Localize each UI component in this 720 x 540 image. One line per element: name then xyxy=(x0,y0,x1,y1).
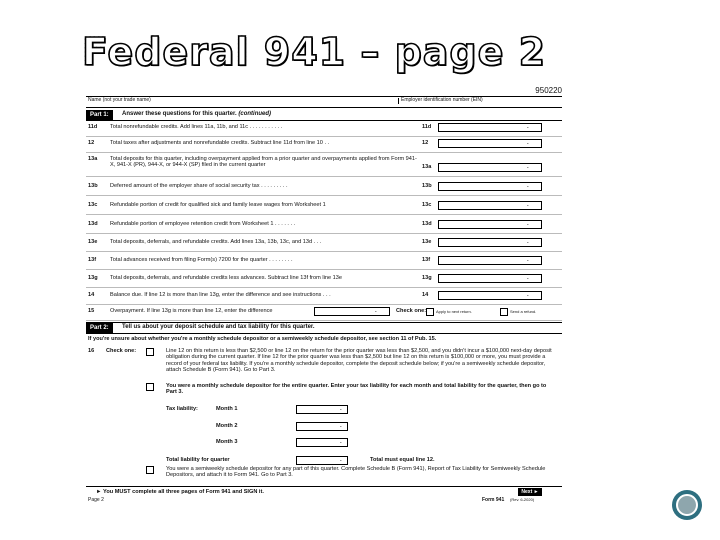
line-ref: 13b xyxy=(422,183,432,189)
line-text: Refundable portion of employee retention credit from Worksheet 1 . . . . . . . xyxy=(110,221,296,227)
line-text: Total deposits, deferrals, and refundable credits less advances. Subtract line 13f from line 13e xyxy=(110,275,342,281)
footer-form-rev: (Rev. 6-2020) xyxy=(510,497,535,502)
footer-form-label: Form 941 xyxy=(482,497,505,503)
line-13c xyxy=(86,200,562,215)
apply-next-return-label: Apply to next return. xyxy=(436,309,472,314)
month-1-label: Month 1 xyxy=(216,406,238,412)
deposit-option-2-text: You were a monthly schedule depositor for the entire quarter. Enter your tax liability for each month and total liability for the quarter, then go to Part 3. xyxy=(166,383,547,396)
line-ref: 14 xyxy=(422,292,429,298)
footer-rule xyxy=(86,486,562,487)
line-13g xyxy=(86,273,562,288)
line-number: 11d xyxy=(88,124,98,130)
name-label: Name (not your trade name) xyxy=(88,97,151,103)
line-number: 13a xyxy=(88,156,98,162)
month-3-field[interactable]: . xyxy=(296,438,348,447)
send-refund-checkbox[interactable] xyxy=(500,308,508,316)
name-bar xyxy=(86,96,562,108)
total-liability-label: Total liability for quarter xyxy=(166,457,230,463)
part1-title: Answer these questions for this quarter. (continued) xyxy=(122,111,272,117)
amount-field-13c[interactable]: . xyxy=(438,201,542,210)
line-text: Balance due. If line 12 is more than line 13g, enter the difference and see instructions . . . xyxy=(110,292,331,298)
form-id: 950220 xyxy=(535,86,562,95)
slide-title: Federal 941 – page 2 xyxy=(82,30,547,74)
line-13e xyxy=(86,237,562,252)
apply-next-return-checkbox[interactable] xyxy=(426,308,434,316)
line-12 xyxy=(86,138,562,153)
line-13b xyxy=(86,181,562,196)
line-text: Overpayment. If line 13g is more than line 12, enter the difference xyxy=(110,308,273,314)
deposit-option-1-text: Line 12 on this return is less than $2,500 or line 12 on the return for the prior quarter was less than $2,500, and you didn't incur a $100,000 next-day deposit obligation during the current quarter. If line 12 for the prior quarter was less than $2,500 but line 12 on this return is $100,000 or more, you must provide a record of your federal tax liability. If you're a monthly schedule depositor, complete the deposit schedule below; if you're a semiweekly schedule depositor, attach Schedule B (Form 941). Go to Part 3. xyxy=(166,348,552,374)
month-2-field[interactable]: . xyxy=(296,422,348,431)
part1-tag: Part 1: xyxy=(86,110,113,120)
line-number: 13c xyxy=(88,202,98,208)
amount-field-13d[interactable]: . xyxy=(438,220,542,229)
line-number: 14 xyxy=(88,292,95,298)
line-number: 13e xyxy=(88,239,98,245)
line-13d xyxy=(86,219,562,234)
month-3-label: Month 3 xyxy=(216,439,238,445)
line-ref: 13e xyxy=(422,239,432,245)
line-number: 13f xyxy=(88,257,97,263)
deposit-option-3-text: You were a semiweekly schedule depositor for any part of this quarter. Complete Schedule B (Form 941), Report of Tax Liability for Semiweekly Schedule Depositors, and attach it to Form 941. Go to Part 3. xyxy=(166,466,546,479)
amount-field-13g[interactable]: . xyxy=(438,274,542,283)
line-14 xyxy=(86,290,562,305)
amount-field-13e[interactable]: . xyxy=(438,238,542,247)
next-button[interactable]: Next ► xyxy=(518,488,542,496)
part1-header xyxy=(86,110,562,121)
part2-tag: Part 2: xyxy=(86,323,113,333)
check-one-label: Check one: xyxy=(396,308,427,314)
line-number: 13d xyxy=(88,221,98,227)
deposit-option-3-checkbox[interactable] xyxy=(146,466,154,474)
amount-field-13f[interactable]: . xyxy=(438,256,542,265)
overpayment-field[interactable]: . xyxy=(314,307,390,316)
part2-title: Tell us about your deposit schedule and tax liability for this quarter. xyxy=(122,324,315,330)
total-liability-note: Total must equal line 12. xyxy=(370,457,435,463)
month-2-label: Month 2 xyxy=(216,423,238,429)
line-ref: 12 xyxy=(422,140,429,146)
deposit-option-2-checkbox[interactable] xyxy=(146,383,154,391)
form-941-page-2 xyxy=(86,86,562,508)
q16-number: 16 xyxy=(88,348,95,354)
total-liability-field[interactable]: . xyxy=(296,456,348,465)
amount-field-12[interactable]: . xyxy=(438,139,542,148)
line-ref: 13a xyxy=(422,164,432,170)
slide-corner-badge-inner xyxy=(676,494,698,516)
part2-intro: If you're unsure about whether you're a monthly schedule depositor or a semiweekly schedule depositor, see section 11 of Pub. 15. xyxy=(88,336,437,342)
line-ref: 13d xyxy=(422,221,432,227)
line-15 xyxy=(86,306,562,321)
line-ref: 13c xyxy=(422,202,432,208)
line-text: Deferred amount of the employer share of social security tax . . . . . . . . . xyxy=(110,183,288,189)
line-number: 12 xyxy=(88,140,95,146)
line-number: 15 xyxy=(88,308,95,314)
line-text: Total nonrefundable credits. Add lines 11a, 11b, and 11c . . . . . . . . . . . xyxy=(110,124,283,130)
footer-must-text: ► You MUST complete all three pages of Form 941 and SIGN it. xyxy=(96,489,264,495)
line-13a xyxy=(86,154,562,177)
line-number: 13g xyxy=(88,275,98,281)
part1-title-note: (continued) xyxy=(238,111,272,117)
line-13f xyxy=(86,255,562,270)
line-11d xyxy=(86,122,562,137)
ein-label: Employer identification number (EIN) xyxy=(398,98,483,104)
amount-field-11d[interactable]: . xyxy=(438,123,542,132)
line-text: Refundable portion of credit for qualified sick and family leave wages from Worksheet 1 xyxy=(110,202,326,208)
send-refund-label: Send a refund. xyxy=(510,309,537,314)
amount-field-13b[interactable]: . xyxy=(438,182,542,191)
line-text: Total deposits, deferrals, and refundable credits. Add lines 13a, 13b, 13c, and 13d . . . xyxy=(110,239,322,245)
month-1-field[interactable]: . xyxy=(296,405,348,414)
line-ref: 11d xyxy=(422,124,432,130)
line-number: 13b xyxy=(88,183,98,189)
line-ref: 13g xyxy=(422,275,432,281)
line-text: Total deposits for this quarter, including overpayment applied from a prior quarter and overpayments applied from Form 941-X, 941-X (PR), 944-X, or 944-X (SP) filed in the current quarter xyxy=(110,156,417,169)
line-text: Total taxes after adjustments and nonrefundable credits. Subtract line 11d from line 10 . . xyxy=(110,140,330,146)
q16-check-one: Check one: xyxy=(106,348,137,354)
line-ref: 13f xyxy=(422,257,431,263)
part2-header xyxy=(86,322,562,334)
slide-corner-badge xyxy=(672,490,702,520)
amount-field-14[interactable]: . xyxy=(438,291,542,300)
line-text: Total advances received from filing Form(s) 7200 for the quarter . . . . . . . . xyxy=(110,257,293,263)
deposit-option-1-checkbox[interactable] xyxy=(146,348,154,356)
tax-liability-label: Tax liability: xyxy=(166,406,198,412)
amount-field-13a[interactable]: . xyxy=(438,163,542,172)
page-number: Page 2 xyxy=(88,497,104,503)
